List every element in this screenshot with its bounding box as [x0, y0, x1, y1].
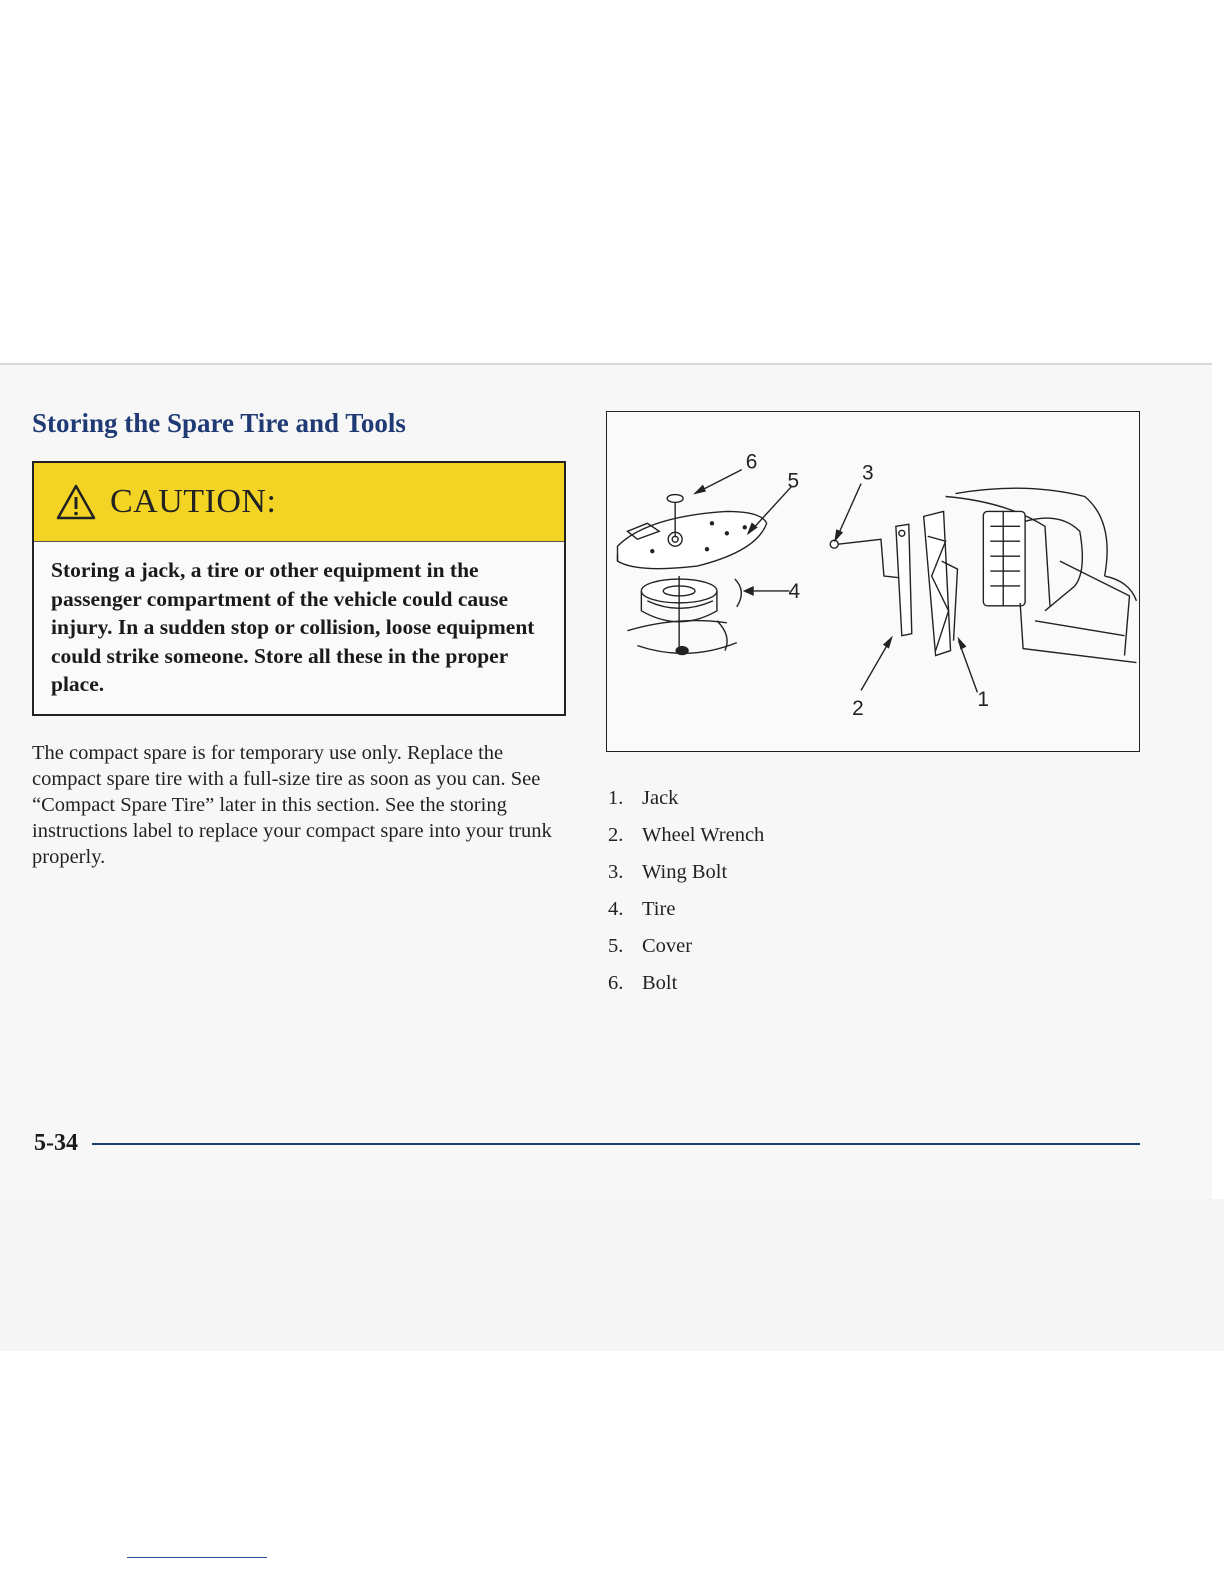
- legend-number: 4.: [608, 898, 624, 920]
- callout-2: 2: [852, 697, 864, 721]
- spare-tire-tools-illustration: [606, 411, 1140, 752]
- tire-drawing: [627, 576, 741, 655]
- legend-label: Bolt: [642, 972, 678, 994]
- footer-rule: [92, 1143, 1140, 1145]
- body-paragraph: The compact spare is for temporary use only. Replace the compact spare tire with a full-size tire as soon as you can. See “Compact Spare Tire” later in this section. See the storing instructions label to replace your compact spare into your trunk properly.: [32, 742, 552, 868]
- legend-item-wing-bolt: [608, 861, 764, 898]
- section-title: Storing the Spare Tire and Tools: [32, 408, 406, 438]
- jack-drawing: [924, 511, 958, 655]
- callout-1: 1: [977, 688, 989, 712]
- legend-number: 6.: [608, 972, 624, 994]
- legend-label: Tire: [642, 898, 676, 920]
- warning-triangle-icon: [56, 484, 96, 520]
- page-bottom-band: [0, 1199, 1224, 1351]
- legend-label: Wheel Wrench: [642, 824, 765, 846]
- caution-header: [34, 463, 564, 542]
- callout-3: 3: [862, 461, 874, 485]
- wheel-wrench-drawing: [896, 524, 912, 635]
- legend-number: 5.: [608, 935, 624, 957]
- legend-number: 3.: [608, 861, 624, 883]
- bottom-underline-link[interactable]: [127, 1557, 267, 1558]
- legend-label: Cover: [642, 935, 693, 957]
- parts-legend: [608, 787, 764, 1009]
- legend-item-cover: [608, 935, 764, 972]
- caution-text: Storing a jack, a tire or other equipment in the passenger compartment of the vehicle could cause injury. In a sudden stop or collision, loose equipment could strike someone. Store all these in the proper place.: [51, 558, 535, 697]
- legend-item-wheel-wrench: [608, 824, 764, 861]
- caution-label: CAUTION:: [110, 483, 277, 520]
- trunk-drawing: [946, 488, 1137, 662]
- legend-label: Wing Bolt: [642, 861, 728, 883]
- legend-number: 1.: [608, 787, 624, 809]
- caution-box: [32, 461, 566, 716]
- legend-item-bolt: [608, 972, 764, 1009]
- callout-4: 4: [788, 579, 801, 603]
- legend-item-jack: [608, 787, 764, 824]
- legend-label: Jack: [642, 787, 679, 809]
- legend-number: 2.: [608, 824, 624, 846]
- cover-drawing: [618, 511, 767, 568]
- callout-6: 6: [745, 450, 758, 474]
- callout-5: 5: [787, 469, 800, 493]
- legend-item-tire: [608, 898, 764, 935]
- page-number: 5-34: [34, 1130, 78, 1156]
